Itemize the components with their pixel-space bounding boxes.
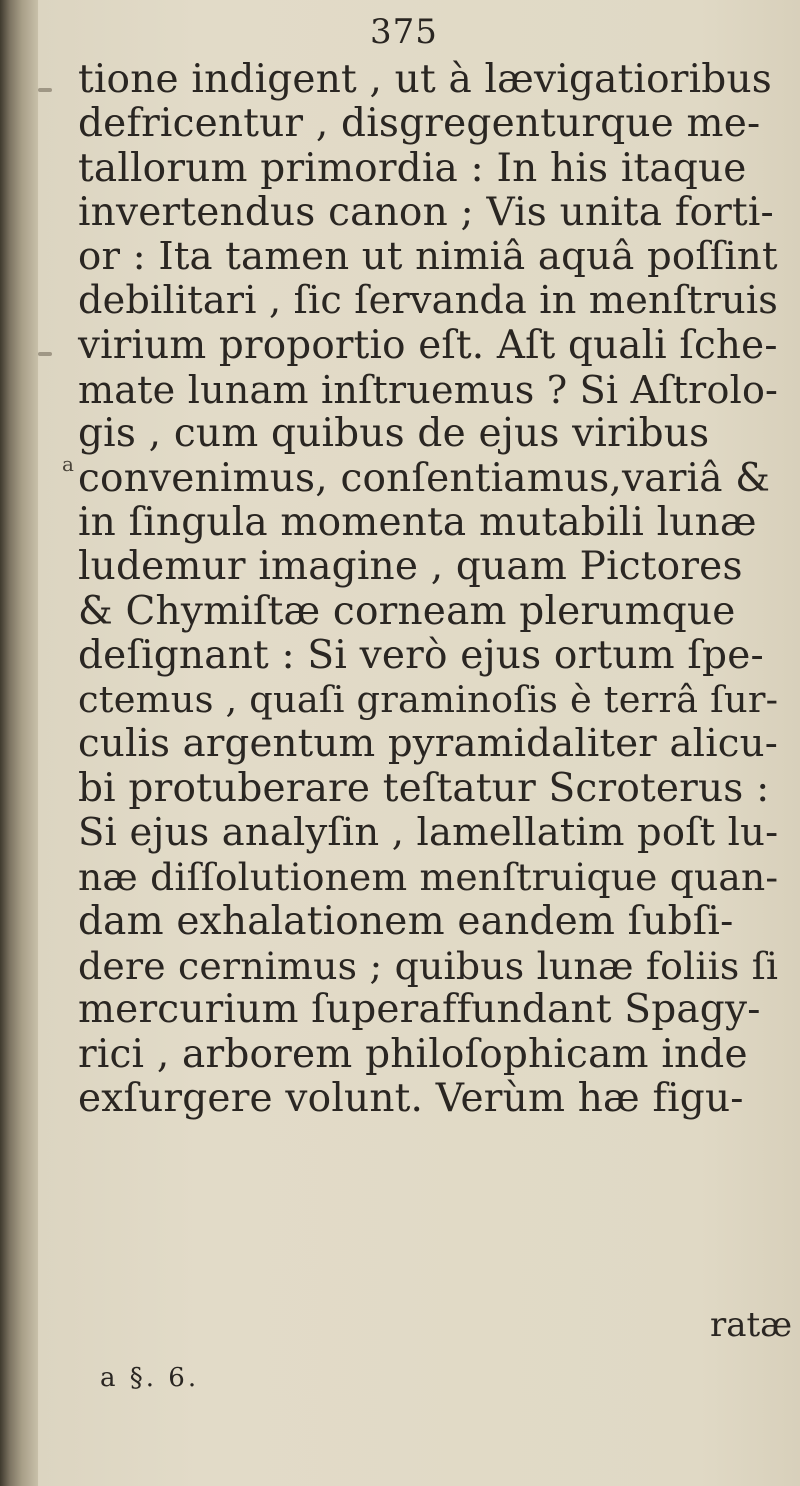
catchword: ratæ	[710, 1305, 793, 1345]
text-line: rici , arborem philoſophicam inde	[78, 1031, 748, 1077]
text-line: gis , cum quibus de ejus viribus	[78, 411, 710, 457]
text-line: & Chymiſtæ corneam plerumque	[78, 588, 736, 634]
text-line: mate lunam inſtruemus ? Si Aſtrolo-	[78, 368, 779, 413]
text-line: Si ejus analyſin , lamellatim poſt lu-	[78, 810, 779, 856]
gutter-mark	[38, 88, 52, 92]
text-line: or : Ita tamen ut nimiâ aquâ poſſint	[78, 234, 778, 280]
gutter-mark	[38, 352, 52, 356]
text-line: tione indigent , ut à lævigatioribus	[78, 57, 773, 102]
text-line: culis argentum pyramidaliter alicu-	[78, 721, 779, 767]
text-line: ludemur imagine , quam Pictores	[78, 544, 743, 590]
text-line: deſignant : Si verò ejus ortum ſpe-	[78, 632, 764, 678]
signature-mark: a §. 6.	[100, 1363, 200, 1393]
body-text	[78, 58, 778, 1121]
text-line: debilitari , ſic ſervanda in menſtruis	[78, 279, 779, 324]
text-line: tallorum primordia : In his itaque	[78, 145, 747, 191]
text-line: defricentur , disgregenturque me-	[78, 101, 761, 147]
text-line: næ diſſolutionem menſtruique quan-	[78, 855, 779, 900]
text-line: in ſingula momenta mutabili lunæ	[78, 499, 757, 545]
text-line: exſurgere volunt. Verùm hæ figu-	[78, 1075, 744, 1121]
text-line: dam exhalationem eandem ſubſi-	[78, 898, 734, 944]
text-line: ctemus , quaſi graminoſis è terrâ ſur-	[78, 678, 779, 722]
page-number: 375	[370, 12, 438, 52]
text-line: mercurium ſuperaffundant Spagy-	[78, 987, 761, 1033]
text-line: invertendus canon ; Vis unita forti-	[78, 189, 774, 235]
text-line: dere cernimus ; quibus lunæ foliis ſi	[78, 943, 779, 988]
note-marker: a	[62, 452, 74, 476]
text-line: convenimus, conſentiamus,variâ &	[78, 455, 771, 501]
text-line: bi protuberare teſtatur Scroterus :	[78, 765, 770, 811]
book-gutter	[0, 0, 38, 1486]
text-line: virium proportio eſt. Aſt quali ſche-	[78, 322, 778, 368]
